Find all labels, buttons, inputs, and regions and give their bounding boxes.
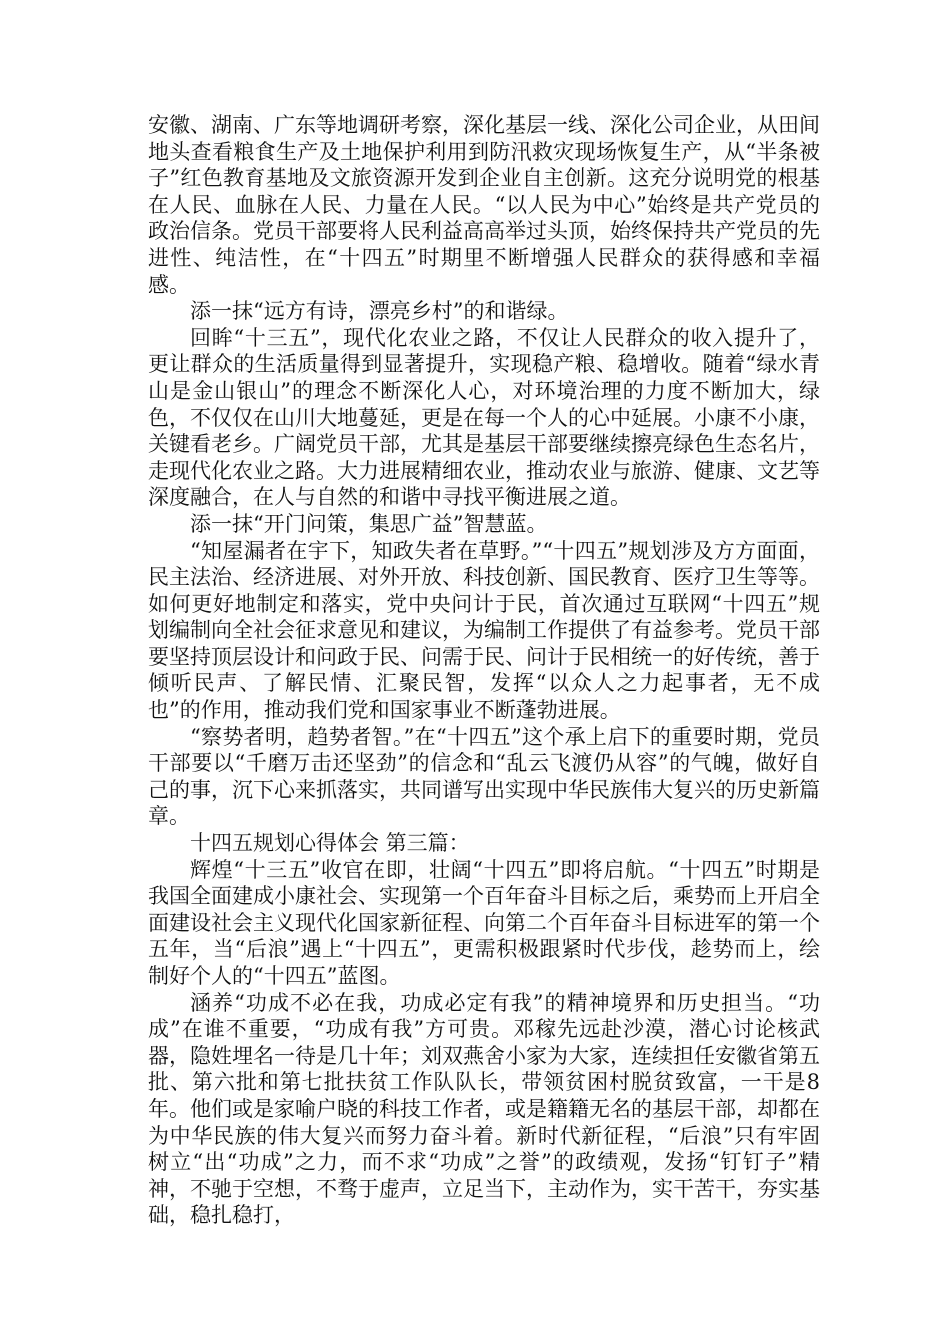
paragraph-9: 涵养“功成不必在我，功成必定有我”的精神境界和历史担当。“功成”在谁不重要，“功成有我”方可贵。邓稼先远赴沙漠，潜心讨论核武器，隐姓埋名一待是几十年；刘双燕舍小家为大家，连续担任安徽省第五批、第六批和第七批扶贫工作队队长，带领贫困村脱贫致富，一干是8年。他们或是家喻户晓的科技工作者，或是籍籍无名的基层干部，却都在为中华民族的伟大复兴而努力奋斗着。新时代新征程，“后浪”只有牢固树立“出“功成”之力，而不求“功成”之誉”的政绩观，发扬“钉钉子”精神，不驰于空想，不骛于虚声，立足当下，主动作为，实干苦干，夯实基础，稳扎稳打，: [148, 990, 820, 1228]
paragraph-5: “知屋漏者在宇下，知政失者在草野。”“十四五”规划涉及方方面面，民主法治、经济进展、对外开放、科技创新、国民教育、医疗卫生等等。如何更好地制定和落实，党中央问计于民，首次通过互联网“十四五”规划编制向全社会征求意见和建议，为编制工作提供了有益参考。党员干部要坚持顶层设计和问政于民、问需于民、问计于民相统一的好传统，善于倾听民声、了解民情、汇聚民智，发挥“以众人之力起事者，无不成也”的作用，推动我们党和国家事业不断蓬勃进展。: [148, 538, 820, 723]
paragraph-6: “察势者明，趋势者智。”在“十四五”这个承上启下的重要时期，党员干部要以“千磨万击还坚劲”的信念和“乱云飞渡仍从容”的气魄，做好自己的事，沉下心来抓落实，共同谱写出实现中华民族伟大复兴的历史新篇章。: [148, 724, 820, 829]
paragraph-4: 添一抹“开门问策，集思广益”智慧蓝。: [190, 511, 548, 536]
paragraph-2: 添一抹“远方有诗，漂亮乡村”的和谐绿。: [190, 299, 569, 324]
document-body: [148, 112, 820, 1229]
paragraph-8: 辉煌“十三五”收官在即，壮阔“十四五”即将启航。“十四五”时期是我国全面建成小康社会、实现第一个百年奋斗目标之后，乘势而上开启全面建设社会主义现代化国家新征程、向第二个百年奋斗目标进军的第一个五年，当“后浪”遇上“十四五”，更需积极跟紧时代步伐，趁势而上，绘制好个人的“十四五”蓝图。: [148, 857, 820, 988]
paragraph-1: 安徽、湖南、广东等地调研考察，深化基层一线、深化公司企业，从田间地头查看粮食生产及土地保护利用到防汛救灾现场恢复生产，从“半条被子”红色教育基地及文旅资源开发到企业自主创新。这充分说明党的根基在人民、血脉在人民、力量在人民。“以人民为中心”始终是共产党员的政治信条。党员干部要将人民利益高高举过头顶，始终保持共产党员的先进性、纯洁性，在“十四五”时期里不断增强人民群众的获得感和幸福感。: [148, 113, 820, 297]
section-heading: 十四五规划心得体会 第三篇：: [190, 831, 470, 856]
paragraph-3: 回眸“十三五”，现代化农业之路，不仅让人民群众的收入提升了，更让群众的生活质量得到显著提升，实现稳产粮、稳增收。随着“绿水青山是金山银山”的理念不断深化人心，对环境治理的力度不断加大，绿色，不仅仅在山川大地蔓延，更是在每一个人的心中延展。小康不小康，关键看老乡。广阔党员干部，尤其是基层干部要继续擦亮绿色生态名片，走现代化农业之路。大力进展精细农业，推动农业与旅游、健康、文艺等深度融合，在人与自然的和谐中寻找平衡进展之道。: [148, 325, 820, 510]
